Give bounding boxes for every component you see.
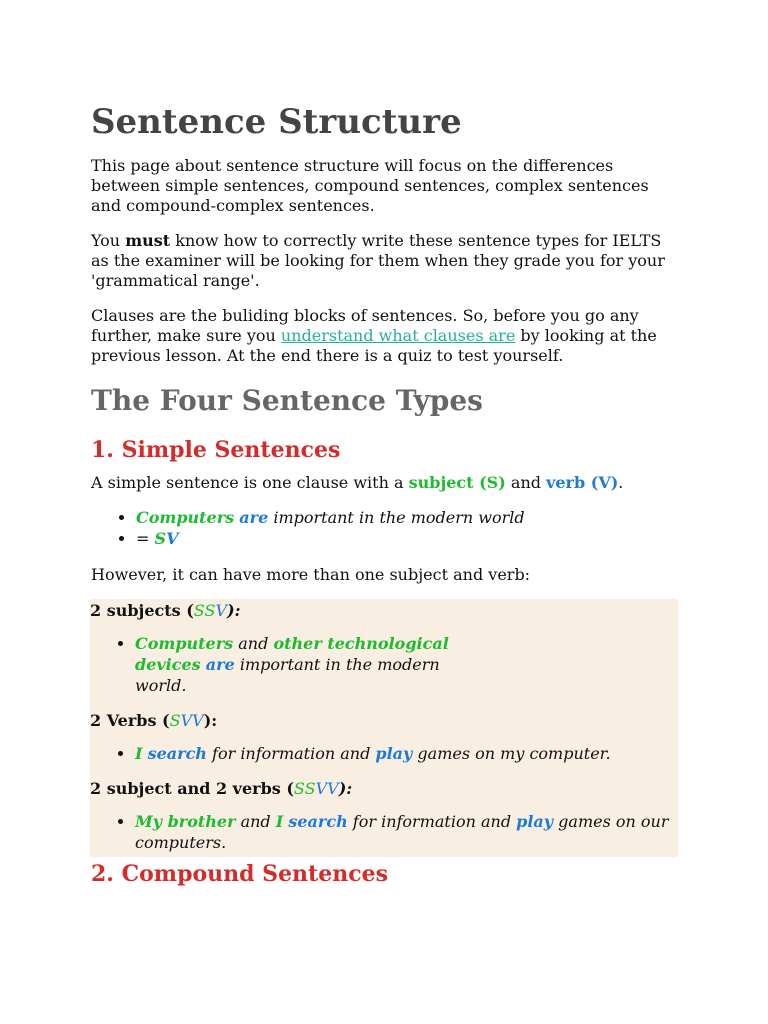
subject-code: S [193,601,205,620]
simple-sentences-heading: 1. Simple Sentences [91,437,341,463]
subject-code: S [304,779,316,798]
examples-box [90,599,678,857]
verb-code: V [192,711,204,730]
subject-code: S [204,601,216,620]
text: ): [338,779,353,798]
list-item [136,507,679,528]
subject-word: My brother [135,812,236,831]
list-item [135,811,678,853]
two-subjects-two-verbs-label [90,778,678,811]
compound-sentences-heading: 2. Compound Sentences [91,861,388,887]
verb-word: search [147,744,207,763]
subject-word: Computers [135,634,234,653]
verb-code: V [166,529,179,548]
list-item [136,528,679,549]
two-subjects-examples [90,633,678,696]
text: know how to correctly write these sentence types for IELTS as the examiner will be looking for them when they grade you for your 'grammatical range'. [91,231,665,290]
text: . [618,473,624,492]
clauses-lesson-link[interactable]: understand what clauses are [280,326,516,345]
list-item [135,743,678,764]
text: 2 subject and 2 verbs ( [90,779,294,798]
text: important in the modern world. [135,655,440,695]
verb-word: search [288,812,348,831]
subject-word: I [275,812,284,831]
subject-term: subject (S) [408,473,506,492]
text: and [235,812,276,831]
subject-code: S [293,779,305,798]
verb-code: V [327,779,339,798]
text: important in the modern world [268,508,525,527]
verb-word: play [375,744,413,763]
article [91,96,679,897]
two-subjects-two-verbs-examples [90,811,678,853]
emphasis-must: must [125,231,171,250]
subject-word: Computers [136,508,235,527]
subject-word: I [135,744,143,763]
text: ): [227,601,241,620]
intro-paragraph-3 [91,306,679,366]
verb-code: V [315,779,328,798]
text: and [505,473,547,492]
verb-code: V [215,601,227,620]
verb-word: are [205,655,235,674]
text: for information and [347,812,517,831]
intro-paragraph-1: This page about sentence structure will focus on the differences between simple sentences, compound sentences, complex sentences and compound-complex sentences. [91,156,649,215]
text: 2 Verbs ( [90,711,170,730]
two-subjects-group [90,599,678,696]
simple-definition [91,473,679,493]
text: A simple sentence is one clause with a [91,473,409,492]
text: games on my computer. [412,744,611,763]
text: = [136,529,155,548]
text: You [91,231,126,250]
two-verbs-group [90,710,678,764]
section-heading: The Four Sentence Types [91,384,483,417]
two-verbs-examples [90,743,678,764]
text: games on our computers. [135,812,669,852]
intro-paragraph-2 [91,231,679,291]
two-subjects-two-verbs-group [90,778,678,853]
text: Clauses are the buliding blocks of sentences. So, before you go any further, make sure you [91,306,639,345]
text: by looking at the previous lesson. At the end there is a quiz to test yourself. [91,326,657,365]
two-verbs-label [90,710,678,743]
verb-word: play [516,812,554,831]
text: 2 subjects ( [90,601,194,620]
simple-examples-list [91,507,679,549]
subject-word: other technological devices [135,634,449,674]
subject-code: S [169,711,181,730]
list-item [135,633,678,696]
however-paragraph: However, it can have more than one subject and verb: [91,565,531,584]
text: and [233,634,274,653]
verb-code: V [180,711,193,730]
two-subjects-label [90,599,678,633]
verb-term: verb (V) [546,473,619,492]
text: for information and [206,744,376,763]
page-title: Sentence Structure [91,102,462,142]
verb-word: are [239,508,269,527]
subject-code: S [154,529,167,548]
text: ): [203,711,218,730]
